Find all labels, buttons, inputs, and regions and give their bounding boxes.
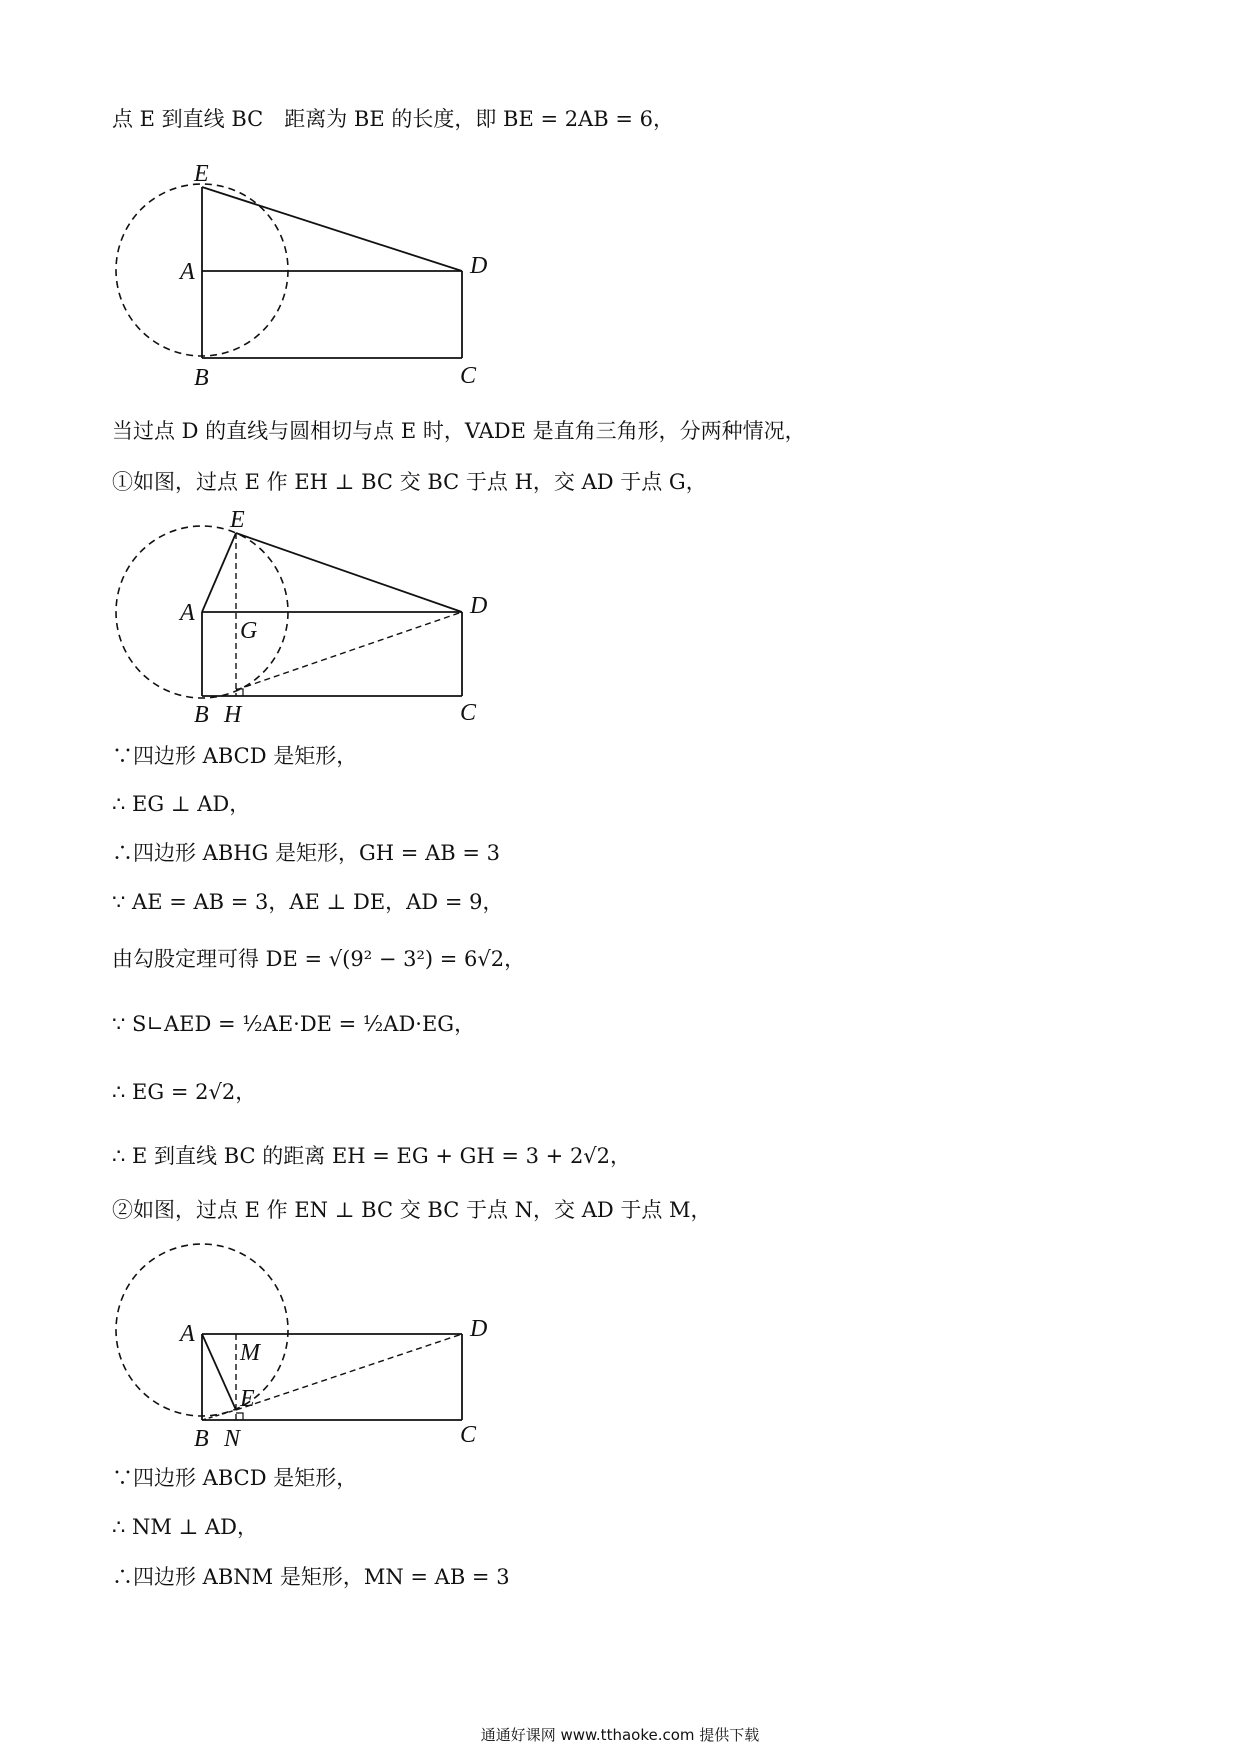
text-line-1: 点 E 到直线 BC 距离为 BE 的长度，即 BE = 2AB = 6， <box>112 107 675 131</box>
text-line-3: ①如图，过点 E 作 EH ⊥ BC 交 BC 于点 H，交 AD 于点 G， <box>112 470 707 494</box>
label-E: E <box>240 1386 255 1412</box>
label-C: C <box>460 363 477 389</box>
label-C: C <box>460 1422 477 1448</box>
text-line-12: ②如图，过点 E 作 EN ⊥ BC 交 BC 于点 N，交 AD 于点 M， <box>112 1198 712 1222</box>
label-B: B <box>194 365 209 391</box>
text-line-7: ∵ AE = AB = 3，AE ⊥ DE，AD = 9， <box>112 890 504 914</box>
figure-3-svg <box>100 1236 520 1456</box>
segment-ED-dashed <box>236 1334 462 1410</box>
label-B: B <box>194 1426 209 1452</box>
segment-BE-dashed <box>202 1410 236 1420</box>
label-M: M <box>240 1340 260 1366</box>
text-line-14: ∴ NM ⊥ AD， <box>112 1515 259 1539</box>
label-A: A <box>180 1321 195 1347</box>
label-G: G <box>240 618 258 644</box>
label-H: H <box>224 702 242 728</box>
figure-2 <box>100 504 520 732</box>
page-footer: 通通好课网 www.tthaoke.com 提供下载 <box>480 1726 760 1744</box>
segment-D-to-BC-dashed <box>236 612 462 690</box>
figure-1-svg <box>100 150 520 400</box>
text-line-4: ∵四边形 ABCD 是矩形， <box>112 744 358 768</box>
text-line-8: 由勾股定理可得 DE = √(9² − 3²) = 6√2， <box>112 947 526 971</box>
text-line-10: ∴ EG = 2√2， <box>112 1080 257 1104</box>
label-C: C <box>460 700 477 726</box>
text-line-9: ∵ S∟AED = ½AE·DE = ½AD·EG， <box>112 1012 476 1036</box>
text-line-5: ∴ EG ⊥ AD， <box>112 792 251 816</box>
figure-2-svg <box>100 504 520 728</box>
label-D: D <box>470 593 488 619</box>
segment-ED <box>236 533 462 612</box>
figure-1 <box>100 150 520 404</box>
text-line-6: ∴四边形 ABHG 是矩形，GH = AB = 3 <box>112 841 500 865</box>
label-D: D <box>470 1316 488 1342</box>
figure-3 <box>100 1236 520 1460</box>
segment-AE <box>202 533 236 612</box>
text-line-13: ∵四边形 ABCD 是矩形， <box>112 1466 358 1490</box>
label-A: A <box>180 600 195 626</box>
right-angle-mark-N <box>236 1413 243 1420</box>
label-B: B <box>194 702 209 728</box>
label-E: E <box>230 507 245 533</box>
text-line-2: 当过点 D 的直线与圆相切与点 E 时，VADE 是直角三角形，分两种情况， <box>112 419 806 443</box>
label-D: D <box>470 253 488 279</box>
segment-ED <box>202 187 462 271</box>
label-A: A <box>180 259 195 285</box>
label-E: E <box>194 161 209 187</box>
segment-AE <box>202 1334 236 1410</box>
text-line-15: ∴四边形 ABNM 是矩形，MN = AB = 3 <box>112 1565 510 1589</box>
text-line-11: ∴ E 到直线 BC 的距离 EH = EG + GH = 3 + 2√2， <box>112 1144 632 1168</box>
label-N: N <box>224 1426 241 1452</box>
